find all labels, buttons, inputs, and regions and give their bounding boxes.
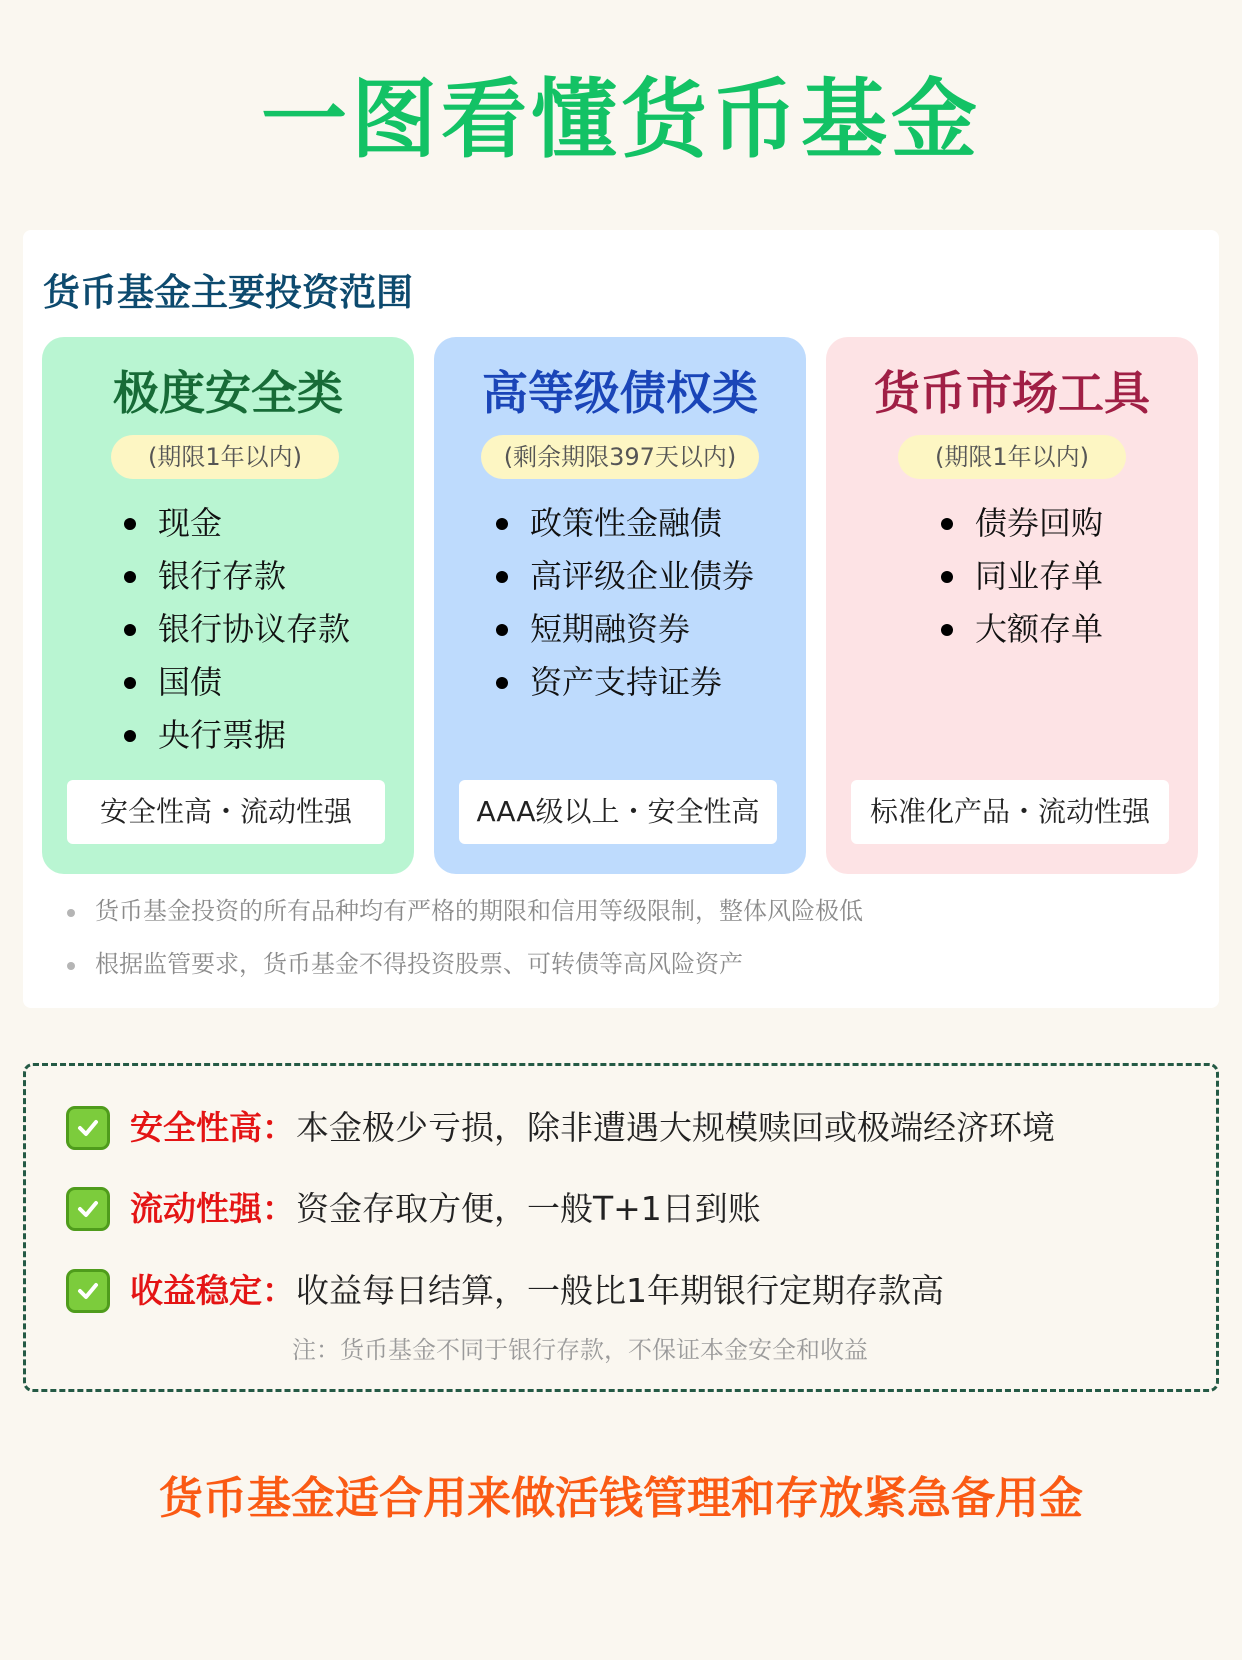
list-item: 银行协议存款 bbox=[124, 603, 350, 656]
section-heading: 货币基金主要投资范围 bbox=[43, 271, 413, 314]
list-item: 大额存单 bbox=[941, 603, 1103, 656]
list-item: 短期融资券 bbox=[496, 603, 754, 656]
benefit-label: 流动性强： bbox=[130, 1189, 295, 1228]
period-badge: (剩余期限397天以内) bbox=[481, 435, 759, 479]
period-badge: (期限1年以内) bbox=[111, 435, 339, 479]
list-item: 高评级企业债券 bbox=[496, 550, 754, 603]
benefits-box bbox=[23, 1063, 1219, 1392]
notes-list bbox=[67, 885, 863, 991]
benefit-text: 收益每日结算，一般比1年期银行定期存款高 bbox=[296, 1271, 944, 1310]
item-list bbox=[496, 497, 754, 709]
column-title: 极度安全类 bbox=[113, 366, 343, 420]
column-title: 高等级债权类 bbox=[482, 366, 758, 420]
page-title: 一图看懂货币基金 bbox=[261, 70, 981, 170]
list-item: 现金 bbox=[124, 497, 350, 550]
feature-tag: 安全性高・流动性强 bbox=[67, 780, 385, 844]
investment-scope-card bbox=[23, 230, 1219, 1008]
feature-tag: AAA级以上・安全性高 bbox=[459, 780, 777, 844]
benefit-text: 资金存取方便，一般T+1日到账 bbox=[296, 1189, 761, 1228]
list-item: 银行存款 bbox=[124, 550, 350, 603]
feature-tag: 标准化产品・流动性强 bbox=[851, 780, 1169, 844]
note-item: 根据监管要求，货币基金不得投资股票、可转债等高风险资产 bbox=[67, 938, 863, 991]
note-item: 货币基金投资的所有品种均有严格的期限和信用等级限制，整体风险极低 bbox=[67, 885, 863, 938]
item-list bbox=[124, 497, 350, 762]
check-icon bbox=[66, 1106, 110, 1150]
list-item: 同业存单 bbox=[941, 550, 1103, 603]
check-icon bbox=[66, 1187, 110, 1231]
column-high-grade-bonds bbox=[434, 337, 806, 874]
benefit-label: 安全性高： bbox=[130, 1108, 295, 1147]
list-item: 政策性金融债 bbox=[496, 497, 754, 550]
period-badge: (期限1年以内) bbox=[898, 435, 1126, 479]
list-item: 债券回购 bbox=[941, 497, 1103, 550]
column-money-market bbox=[826, 337, 1198, 874]
check-icon bbox=[66, 1269, 110, 1313]
list-item: 央行票据 bbox=[124, 709, 350, 762]
list-item: 资产支持证券 bbox=[496, 656, 754, 709]
item-list bbox=[941, 497, 1103, 656]
conclusion-text: 货币基金适合用来做活钱管理和存放紧急备用金 bbox=[159, 1473, 1083, 1524]
benefit-text: 本金极少亏损，除非遭遇大规模赎回或极端经济环境 bbox=[296, 1108, 1055, 1147]
disclaimer: 注：货币基金不同于银行存款，不保证本金安全和收益 bbox=[292, 1336, 868, 1364]
benefit-label: 收益稳定： bbox=[130, 1271, 295, 1310]
list-item: 国债 bbox=[124, 656, 350, 709]
column-ultra-safe bbox=[42, 337, 414, 874]
column-title: 货币市场工具 bbox=[874, 366, 1150, 420]
